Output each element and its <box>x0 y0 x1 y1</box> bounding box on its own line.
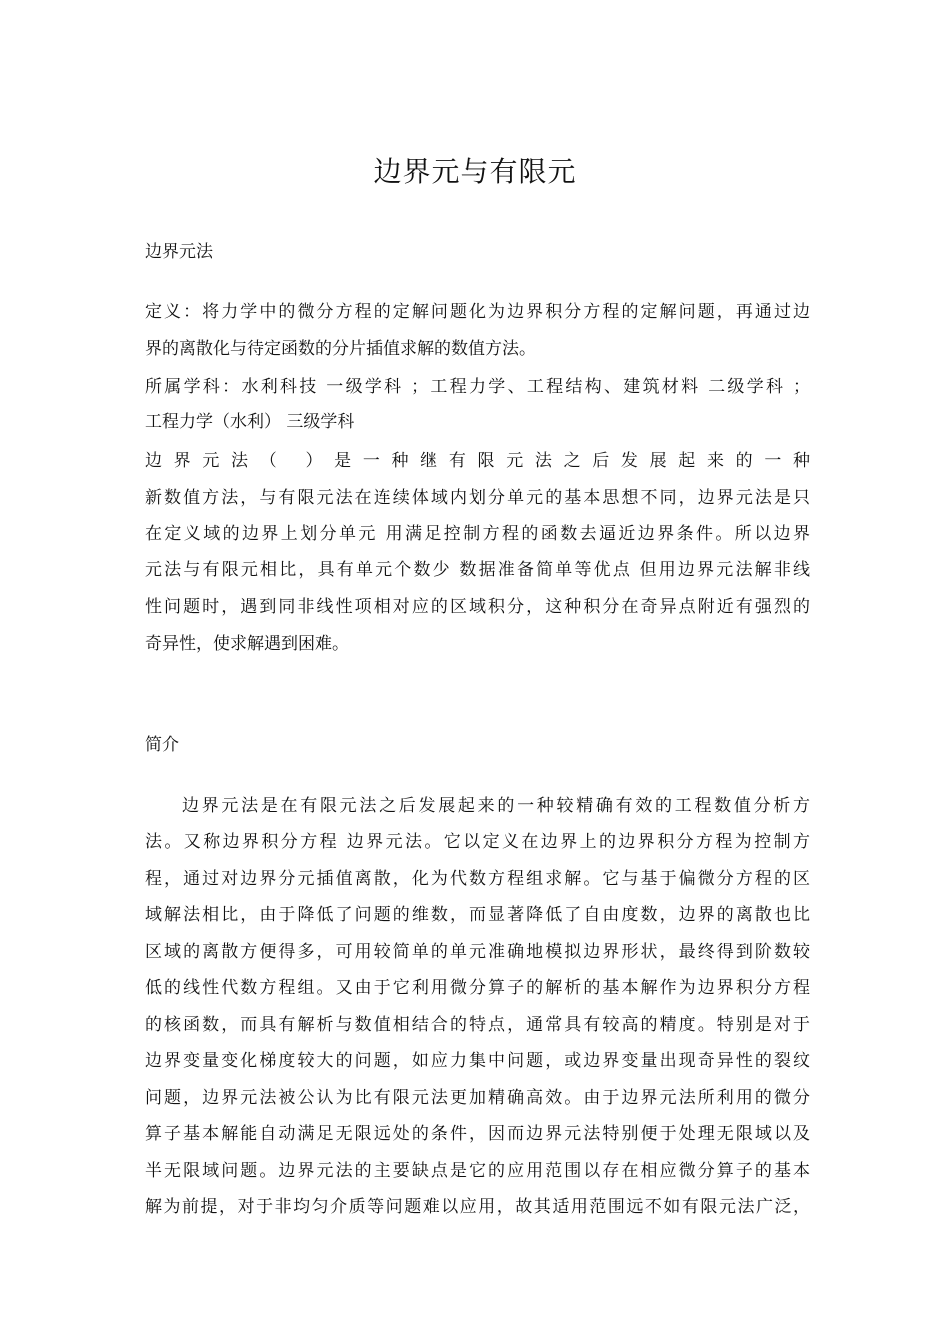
paragraph-line: 区域的离散方便得多，可用较简单的单元准确地模拟边界形状，最终得到阶数较 <box>145 942 810 962</box>
paragraph-line: 域解法相比，由于降低了问题的维数，而显著降低了自由度数，边界的离散也比 <box>145 905 810 925</box>
paragraph-line: 新数值方法，与有限元法在连续体域内划分单元的基本思想不同，边界元法是只 <box>145 488 810 508</box>
paragraph-line: 边界元法是在有限元法之后发展起来的一种较精确有效的工程数值分析方 <box>182 796 810 816</box>
section-heading-boundary-element-method: 边界元法 <box>145 242 213 262</box>
paragraph-line: 低的线性代数方程组。又由于它利用微分算子的解析的基本解作为边界积分方程 <box>145 978 810 998</box>
discipline-line: 所属学科：水利科技 一级学科 ；工程力学、工程结构、建筑材料 二级学科 ； <box>145 377 810 397</box>
paragraph-line: 在定义域的边界上划分单元 用满足控制方程的函数去逼近边界条件。所以边界 <box>145 524 810 544</box>
paragraph-line: 元法与有限元相比，具有单元个数少 数据准备简单等优点 但用边界元法解非线 <box>145 560 810 580</box>
paragraph-line: 问题，边界元法被公认为比有限元法更加精确高效。由于边界元法所利用的微分 <box>145 1088 810 1108</box>
paragraph-line: 边界元法（ ）是一种继有限元法之后发展起来的一种 <box>145 451 810 471</box>
paragraph-line: 奇异性，使求解遇到困难。 <box>145 634 349 654</box>
definition-line: 定义：将力学中的微分方程的定解问题化为边界积分方程的定解问题，再通过边 <box>145 302 810 322</box>
paragraph-line: 法。又称边界积分方程 边界元法。它以定义在边界上的边界积分方程为控制方 <box>145 832 810 852</box>
section-heading-introduction: 简介 <box>145 735 179 755</box>
discipline-line: 工程力学（水利） 三级学科 <box>145 412 355 432</box>
paragraph-line: 半无限域问题。边界元法的主要缺点是它的应用范围以存在相应微分算子的基本 <box>145 1161 810 1181</box>
paragraph-line: 的核函数，而具有解析与数值相结合的特点，通常具有较高的精度。特别是对于 <box>145 1015 810 1035</box>
paragraph-line: 算子基本解能自动满足无限远处的条件，因而边界元法特别便于处理无限域以及 <box>145 1124 810 1144</box>
definition-line: 界的离散化与待定函数的分片插值求解的数值方法。 <box>145 339 536 359</box>
document-title: 边界元与有限元 <box>373 155 577 188</box>
paragraph-line: 性问题时，遇到同非线性项相对应的区域积分，这种积分在奇异点附近有强烈的 <box>145 597 810 617</box>
paragraph-line: 边界变量变化梯度较大的问题，如应力集中问题，或边界变量出现奇异性的裂纹 <box>145 1051 810 1071</box>
paragraph-line: 解为前提，对于非均匀介质等问题难以应用，故其适用范围远不如有限元法广泛， <box>145 1197 810 1217</box>
paragraph-line: 程，通过对边界分元插值离散，化为代数方程组求解。它与基于偏微分方程的区 <box>145 869 810 889</box>
